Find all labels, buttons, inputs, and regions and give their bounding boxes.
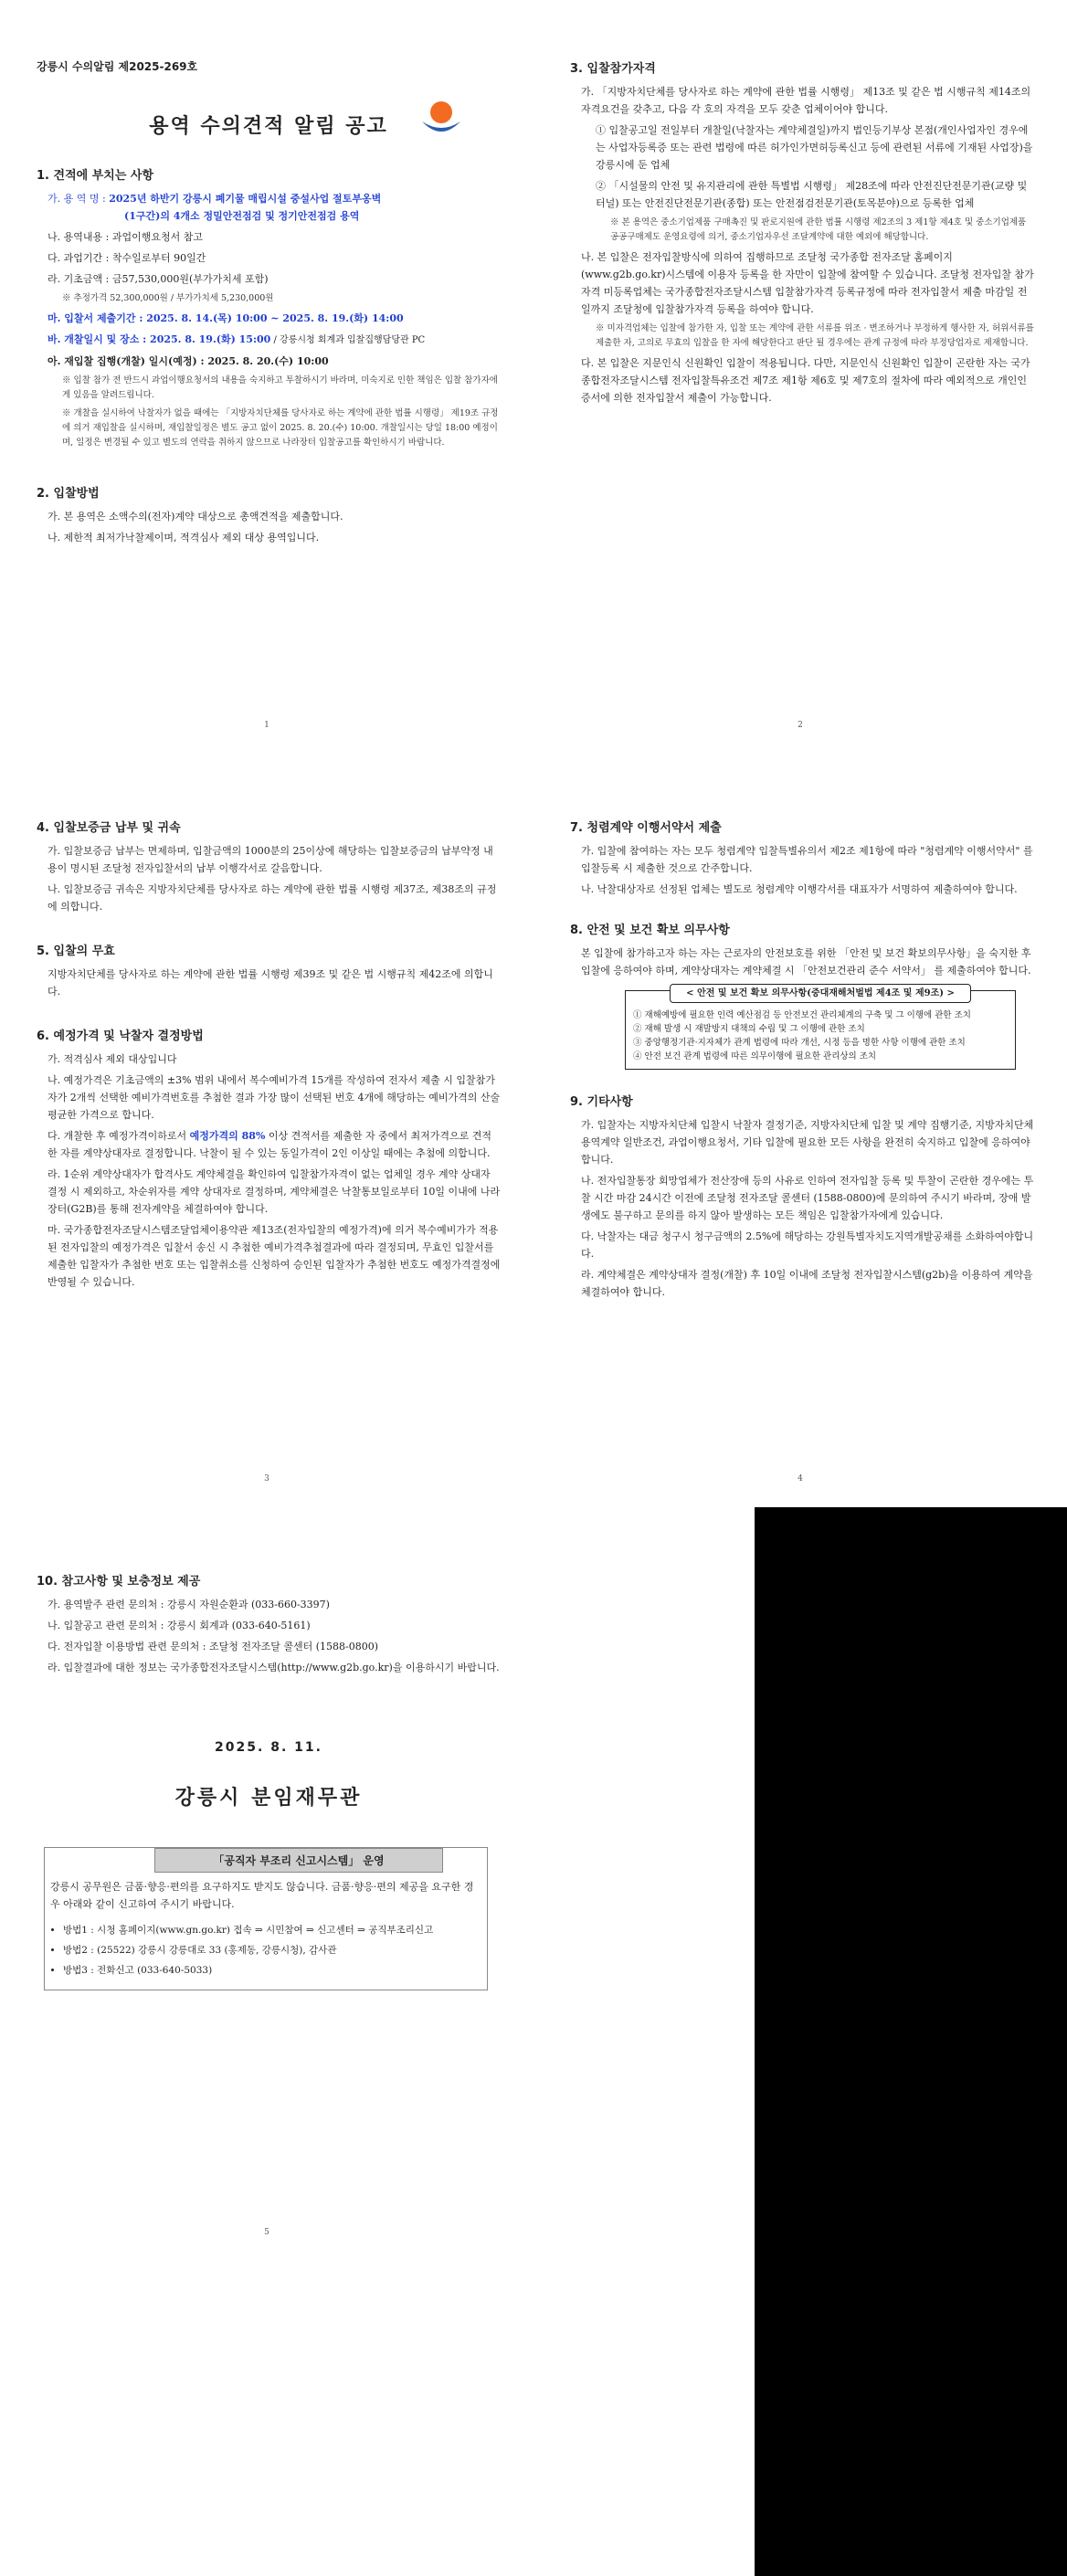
section-7-heading: 7. 청렴계약 이행서약서 제출 [570,821,722,835]
report-system-box [44,1847,488,1990]
report-method: • 방법2 : (25522) 강릉시 강릉대로 33 (홍제동, 강릉시청), 감사관 [63,1940,481,1960]
report-method: • 방법3 : 전화신고 (033-640-5033) [63,1960,481,1980]
s3-item-a2: ② 「시설물의 안전 및 유지관리에 관한 특별법 시행령」 제28조에 따라 안전진단전문기관(교량 및 터널) 또는 안전진단전문기관(종합) 또는 안전점검전문기관(토목분야)으로 등록한 업체 [596,180,1028,209]
s8-text: 본 입찰에 참가하고자 하는 자는 근로자의 안전보호를 위한 「안전 및 보건 확보의무사항」을 숙지한 후 입찰에 응하여야 하며, 계약상대자는 계약체결 시 「안전보건관리 준수 서약서」 를 제출하여야 합니다. [581,947,1031,977]
s3-item-b: 나. 본 입찰은 전자입찰방식에 의하여 집행하므로 조달청 국가종합 전자조달 홈페이지(www.g2b.go.kr)시스템에 이용자 등록을 한 자만이 입찰에 참여할 수 있습니다. 조달청 전자입찰 참가자격 미등록업체는 국가종합전자조달시스템 입찰참가자격 등록규정에 따라 전자입찰서 제출 마감일 전일까지 조달청에 입찰참가자격 등록을 하여야 합니다. [581,251,1034,315]
section-1-heading: 1. 견적에 부치는 사항 [37,169,154,183]
s10-item-d: 라. 입찰결과에 대한 정보는 국가종합전자조달시스템(http://www.g2b.go.kr)을 이용하시기 바랍니다. [48,1662,500,1673]
section-3-heading: 3. 입찰참가자격 [570,62,656,76]
s6-item-e: 마. 국가종합전자조달시스템조달업체이용약관 제13조(전자입찰의 예정가격)에 의거 복수예비가가 적용된 전자입찰의 예정가격은 입찰서 송신 시 추첨한 예비가격추첨결과에 따라 결정되며, 무효인 입찰서를 제출한 입찰자가 추첨한 번호 또는 입찰취소를 신청하여 승인된 입찰자가 추첨한 번호도 예정가격결정에 반영될 수 있습니다. [48,1224,501,1288]
s5-text: 지방자치단체를 당사자로 하는 계약에 관한 법률 시행령 제39조 및 같은 법 시행규칙 제42조에 의합니다. [48,968,493,998]
page-2 [534,0,1067,754]
report-method: • 방법1 : 시청 홈페이지(www.gn.go.kr) 접속 ⇒ 시민참여 ⇒ 신고센터 ⇒ 공직부조리신고 [63,1920,481,1940]
s10-item-c: 다. 전자입찰 이용방법 관련 문의처 : 조달청 전자조달 콜센터 (1588-0800) [48,1641,378,1652]
page-5 [0,1507,534,2261]
s3-note-a: ※ 본 용역은 중소기업제품 구매촉진 및 판로지원에 관한 법률 시행령 제2조의 3 제1항 제4호 및 중소기업제품 공공구매제도 운영요령에 의거, 중소기업자우선 조달계약에 대한 예외에 해당합니다. [610,217,1027,242]
issuer-signature: 강릉시 분임재무관 [174,1787,363,1810]
page-number: 3 [264,1474,269,1483]
title-row [37,94,501,149]
page-4 [534,754,1067,1507]
notice-date: 2025. 8. 11. [215,1740,322,1755]
s9-item-b: 나. 전자입찰통장 회망업체가 전산장애 등의 사유로 인하여 전자입찰 등록 및 투찰이 곤란한 경우에는 투찰 시간 마감 24시간 이전에 조달청 전자조달 콜센터 (1588-0800)에 문의하여 주시기 바라며, 장애 발생에도 불구하고 문의를 하지 않아 발생하는 모든 책임은 입찰참가자에게 있습니다. [581,1175,1034,1221]
page-1 [0,0,534,754]
safety-item: ④ 안전 보건 관계 법령에 따른 의무이행에 필요한 관리상의 조치 [633,1051,877,1061]
service-name: 가. 용 역 명 : 2025년 하반기 강릉시 폐기물 매립시설 중설사업 절토부옹벽 (1구간)의 4개소 정밀안전점검 및 정기안전점검 용역 [48,193,382,222]
s9-item-a: 가. 입찰자는 지방자치단체 입찰시 낙찰자 결정기준, 지방자치단체 입찰 및 계약 집행기준, 지방자치단체 용역계약 일반조건, 과업이행요청서, 기타 입찰에 필요한 모든 사항을 완전히 숙지하고 입찰에 응하여야 합니다. [581,1119,1034,1166]
report-body [45,1873,487,1990]
section-5-heading: 5. 입찰의 무효 [37,945,115,958]
s4-item-b: 나. 입찰보증금 귀속은 지방자치단체를 당사자로 하는 계약에 관한 법률 시행령 제37조, 제38조의 규정에 의합니다. [48,883,497,913]
s2-item-b: 나. 제한적 최저가낙찰제이며, 적격심사 제외 대상 용역입니다. [48,532,320,544]
bid-submit-period: 마. 입찰서 제출기간 : 2025. 8. 14.(목) 10:00 ~ 2025. 8. 19.(화) 14:00 [48,312,404,324]
page-number: 4 [798,1474,803,1483]
report-text: 강릉시 공무원은 금품·향응·편의를 요구하지도 받지도 않습니다. 금품·향응·편의 제공을 요구한 경우 아래와 같이 신고하여 주시기 바랍니다. [50,1881,474,1910]
s9-item-c: 다. 낙찰자는 대금 청구시 청구금액의 2.5%에 해당하는 강원특별자치도지역개발공채를 소화하여야합니다. [581,1230,1034,1260]
opening-info: 바. 개찰일시 및 장소 : 2025. 8. 19.(화) 15:00 / 강릉시청 회계과 입찰집행담당관 PC [48,333,426,345]
page-title: 용역 수의견적 알림 공고 [149,115,388,138]
s3-note-b: ※ 미자격업체는 입찰에 참가한 자, 입찰 또는 계약에 관한 서류를 위조 · 변조하거나 부정하게 행사한 자, 허위서류를 제출한 자, 고의로 무효의 입찰을 한 자에 해당한다고 판단 될 경우에는 관계 규정에 따라 부정당업자로 제재합니다. [596,323,1034,348]
page-number: 5 [264,2228,269,2237]
s6-item-b: 나. 예정가격은 기초금액의 ±3% 범위 내에서 복수예비가격 15개를 작성하여 전자서 제출 시 입찰참가자가 2개씩 선택한 예비가격번호를 추첨한 결과 가장 많이 선택된 번호 4개에 해당하는 예비가격의 산술평균한 가격으로 합니다. [48,1074,501,1121]
page-number: 2 [798,721,803,730]
page-3 [0,754,534,1507]
s4-item-a: 가. 입찰보증금 납부는 면제하며, 입찰금액의 1000분의 25이상에 해당하는 입찰보증금의 납부약정 내용이 명시된 조달청 전자입찰서의 납부 이행각서로 갈음합니다. [48,845,493,874]
safety-box-title: < 안전 및 보건 확보 의무사항(중대재해처벌법 제4조 및 제9조) > [670,984,971,1003]
section-10-heading: 10. 참고사항 및 보충정보 제공 [37,1575,201,1589]
note-2: ※ 개찰을 실시하여 낙찰자가 없을 때에는 「지방자치단체를 당사자로 하는 계약에 관한 법률 시행령」 제19조 규정에 의거 재입찰을 실시하며, 재입찰일정은 별도 공고 없이 2025. 8. 20.(수) 10:00. 개찰일시는 당일 18:00 예정이며, 일정은 변경될 수 있고 별도의 연락을 취하지 않으므로 나라장터 입찰공고를 확인하시기 바랍니다. [62,408,499,448]
s6-item-d: 라. 1순위 계약상대자가 합격사도 계약체결을 확인하여 입찰참가자격이 없는 업체일 경우 계약 상대자 결정 시 제외하고, 차순위자를 계약 상대자로 결정하며, 계약체결은 낙찰통보일로부터 10일 이내에 나라장터(G2B)를 통해 전자계약을 체결하여야 합니다. [48,1168,501,1215]
note-1: ※ 입찰 참가 전 반드시 과업이행요청서의 내용을 숙지하고 투찰하시기 바라며, 미숙지로 인한 책임은 입찰 참가자에게 있음을 알려드립니다. [62,375,498,400]
s3-item-a1: ① 입찰공고일 전일부터 개찰일(낙찰자는 계약체결일)까지 법인등기부상 본점(개인사업자인 경우에는 사업자등록증 또는 관련 법령에 따른 허가인가면허등록신고 등에 관련된 서류에 기재된 사업장)을 강릉시에 둔 업체 [596,124,1033,171]
estimate-note: ※ 추정가격 52,300,000원 / 부가가치세 5,230,000원 [62,293,274,303]
s10-item-b: 나. 입찰공고 관련 문의처 : 강릉시 회계과 (033-640-5161) [48,1620,311,1631]
service-content: 나. 용역내용 : 과업이행요청서 참고 [48,231,203,243]
section-8-heading: 8. 안전 및 보건 확보 의무사항 [570,924,730,937]
safety-item: ③ 중앙행정기관·지자체가 관계 법령에 따라 개선, 시정 등을 명한 사항 이행에 관한 조치 [633,1038,966,1048]
gangneung-logo-icon [418,94,464,140]
s10-item-a: 가. 용역발주 관련 문의처 : 강릉시 자원순환과 (033-660-3397) [48,1599,330,1610]
section-6-heading: 6. 예정가격 및 낙찰자 결정방법 [37,1029,204,1043]
s6-item-c: 다. 개찰한 후 예정가격이하로서 예정가격의 88% 이상 견적서를 제출한 자 중에서 최저가격으로 견적한 자를 계약상대자로 결정합니다. 낙찰이 될 수 있는 동일가격이 2인 이상일 때에는 추첨에 의합니다. [48,1130,491,1159]
page-number: 1 [264,721,269,730]
s2-item-a: 가. 본 용역은 소액수의(전자)계약 대상으로 총액견적을 제출합니다. [48,511,343,523]
empty-area [755,1507,1067,2576]
safety-item: ② 재해 발생 시 재발방지 대책의 수립 및 그 이행에 관한 조치 [633,1024,865,1034]
base-amount: 라. 기초금액 : 금57,530,000원(부가가치세 포함) [48,273,269,285]
section-2-heading: 2. 입찰방법 [37,487,100,501]
report-methods [50,1920,481,1980]
s3-item-a: 가. 「지방자치단체를 당사자로 하는 계약에 관한 법률 시행령」 제13조 및 같은 법 시행규칙 제14조의 자격요건을 갖추고, 다음 각 호의 자격을 모두 갖춘 업체이어야 합니다. [581,86,1031,115]
s9-item-d: 라. 계약체결은 계약상대자 결정(개찰) 후 10일 이내에 조달청 전자입찰시스템(g2b)을 이용하여 계약을 체결하여야 합니다. [581,1269,1033,1298]
rebid-info: 아. 재입찰 집행(개찰) 일시(예정) : 2025. 8. 20.(수) 10:00 [48,355,329,367]
report-title: 「공직자 부조리 신고시스템」 운영 [154,1848,443,1873]
service-period: 다. 과업기간 : 착수일로부터 90일간 [48,252,206,264]
safety-item: ① 재해예방에 필요한 인력 예산점검 등 안전보건 관리체계의 구축 및 그 이행에 관한 조치 [633,1010,971,1020]
section-4-heading: 4. 입찰보증금 납부 및 귀속 [37,821,181,835]
s7-item-b: 나. 낙찰대상자로 선정된 업체는 별도로 청렴계약 이행각서를 대표자가 서명하여 제출하여야 합니다. [581,883,1018,895]
s6-item-a: 가. 적격심사 제외 대상입니다 [48,1053,177,1065]
section-9-heading: 9. 기타사항 [570,1095,633,1109]
safety-duties-box [625,990,1016,1070]
s7-item-a: 가. 입찰에 참여하는 자는 모두 청렴계약 입찰특별유의서 제2조 제1항에 따라 "청렴계약 이행서약서" 를 입찰등록 시 제출한 것으로 간주합니다. [581,845,1033,874]
s3-item-c: 다. 본 입찰은 지문인식 신원확인 입찰이 적용됩니다. 다만, 지문인식 신원확인 입찰이 곤란한 자는 국가종합전자조달시스템 전자입찰특유조건 제7조 제1항 제6호 및 제7호의 절차에 따라 예외적으로 개인인증서에 의한 전자입찰서 제출이 가능합니다. [581,357,1030,404]
document-number: 강릉시 수의알림 제2025-269호 [37,60,198,73]
